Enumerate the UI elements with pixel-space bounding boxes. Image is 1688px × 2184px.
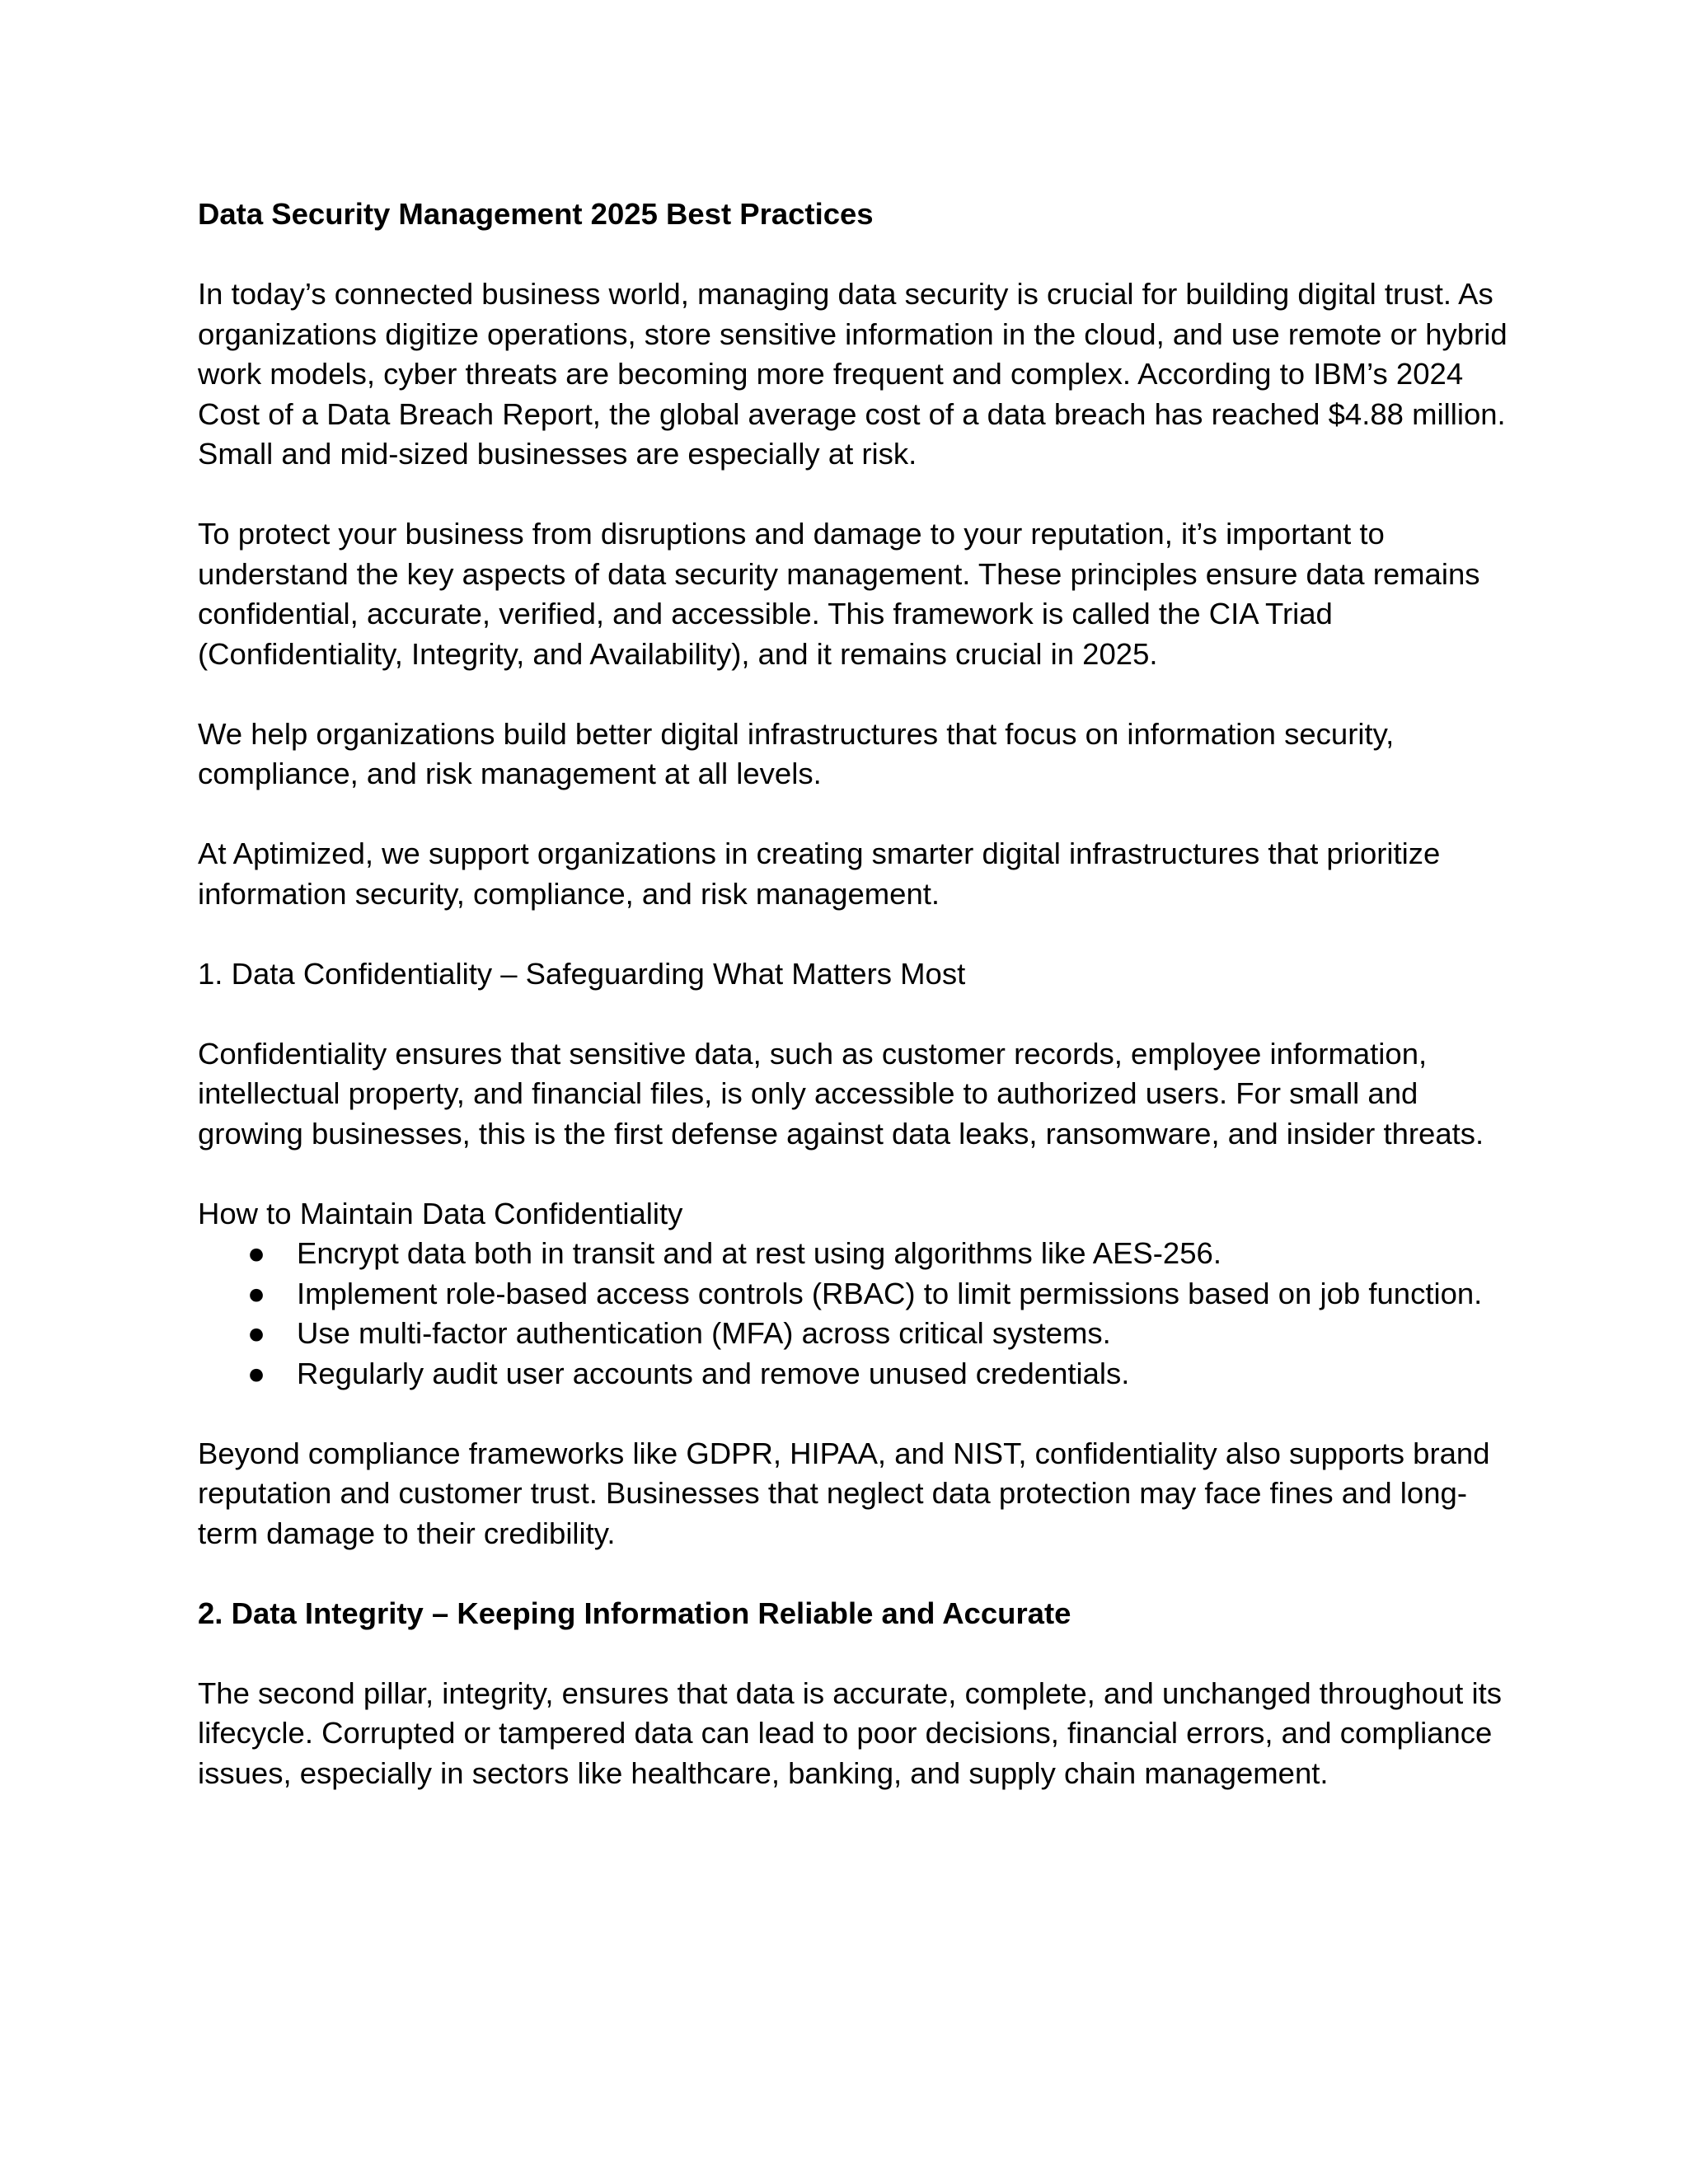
bullet-text: Regularly audit user accounts and remove unused credentials. [297,1356,1130,1390]
list-item [198,1314,1517,1354]
bullet-text: Encrypt data both in transit and at rest using algorithms like AES-256. [297,1236,1221,1270]
bullet-text: Implement role-based access controls (RBAC) to limit permissions based on job function. [297,1276,1483,1310]
section-2-body: The second pillar, integrity, ensures that data is accurate, complete, and unchanged throughout its lifecycle. Corrupted or tampered data can lead to poor decisions, financial errors, and compliance issues, especially in sectors like healthcare, banking, and supply chain management. [198,1675,1502,1790]
document-page [198,194,1517,1834]
confidentiality-bullet-list [198,1234,1517,1394]
bullet-text: Use multi-factor authentication (MFA) across critical systems. [297,1316,1111,1350]
section-1-body: Confidentiality ensures that sensitive data, such as customer records, employee information, intellectual property, and financial files, is only accessible to authorized users. For small and growing businesses, this is the first defense against data leaks, ransomware, and insider threats. [198,1036,1484,1151]
list-item [198,1354,1517,1394]
bullet-icon: ● [247,1236,266,1270]
intro-paragraph-3: We help organizations build better digital infrastructures that focus on information security, compliance, and risk management at all levels. [198,716,1395,790]
bullet-icon: ● [247,1316,266,1350]
document-title: Data Security Management 2025 Best Practices [198,197,874,231]
intro-paragraph-2: To protect your business from disruptions and damage to your reputation, it’s important to understand the key aspects of data security management. These principles ensure data remains confidential, accurate, verified, and accessible. This framework is called the CIA Triad (Confidentiality, Integrity, and Availability), and it remains crucial in 2025. [198,517,1480,671]
intro-paragraph-4: At Aptimized, we support organizations in creating smarter digital infrastructures that prioritize information security, compliance, and risk management. [198,837,1441,911]
section-1-heading: 1. Data Confidentiality – Safeguarding What Matters Most [198,956,966,991]
section-1-closing: Beyond compliance frameworks like GDPR, HIPAA, and NIST, confidentiality also supports brand reputation and customer trust. Businesses that neglect data protection may face fines and long-term damage to their credibility. [198,1436,1490,1550]
section-1-subheading: How to Maintain Data Confidentiality [198,1196,683,1230]
list-item [198,1274,1517,1315]
bullet-icon: ● [247,1276,266,1310]
bullet-icon: ● [247,1356,266,1390]
intro-paragraph-1: In today’s connected business world, managing data security is crucial for building digital trust. As organizations digitize operations, store sensitive information in the cloud, and use remote or hybrid work models, cyber threats are becoming more frequent and complex. According to IBM’s 2024 Cost of a Data Breach Report, the global average cost of a data breach has reached $4.88 million. Small and mid-sized businesses are especially at risk. [198,277,1507,471]
section-2-heading: 2. Data Integrity – Keeping Information Reliable and Accurate [198,1596,1071,1630]
list-item [198,1234,1517,1274]
